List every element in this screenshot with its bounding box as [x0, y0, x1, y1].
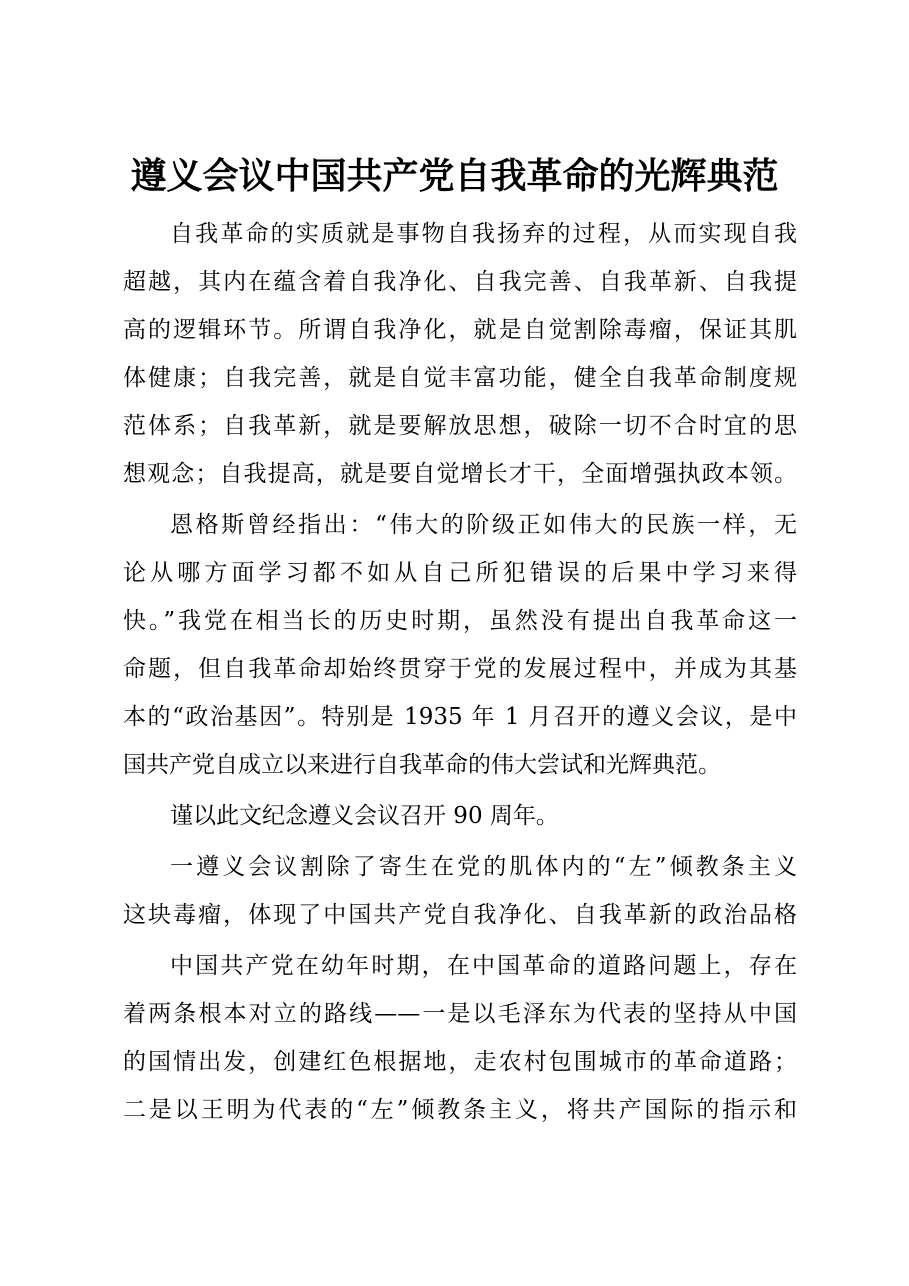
text-line: 高的逻辑环节。所谓自我净化，就是自觉割除毒瘤，保证其肌	[123, 317, 797, 343]
document-title: 遵义会议中国共产党自我革命的光辉典范	[130, 155, 779, 197]
text-line: 的国情出发，创建红色根据地，走农村包围城市的革命道路；	[123, 1049, 797, 1075]
text-line: 体健康；自我完善，就是自觉丰富功能，健全自我革命制度规	[123, 365, 797, 391]
text-line: 着两条根本对立的路线——一是以毛泽东为代表的坚持从中国	[123, 1001, 797, 1027]
text-line: 国共产党自成立以来进行自我革命的伟大尝试和光辉典范。	[123, 752, 721, 778]
paragraph	[123, 210, 797, 498]
text-line: 超越，其内在蕴含着自我净化、自我完善、自我革新、自我提	[123, 269, 797, 295]
text-line: 论从哪方面学习都不如从自己所犯错误的后果中学习来得	[123, 560, 797, 586]
text-line: 范体系；自我革新，就是要解放思想，破除一切不合时宜的思	[123, 413, 797, 439]
text-line: 本的“政治基因”。特别是 1935 年 1 月召开的遵义会议，是中	[123, 704, 797, 730]
text-line: 二是以王明为代表的“左”倾教条主义，将共产国际的指示和	[123, 1097, 797, 1123]
paragraph	[123, 792, 797, 840]
text-line: 一遵义会议割除了寄生在党的肌体内的“左”倾教条主义	[170, 854, 797, 880]
text-line: 中国共产党在幼年时期，在中国革命的道路问题上，存在	[170, 953, 797, 979]
text-line: 自我革命的实质就是事物自我扬弃的过程，从而实现自我	[170, 221, 797, 247]
section-heading	[123, 843, 797, 939]
text-line: 谨以此文纪念遵义会议召开 90 周年。	[170, 803, 559, 829]
text-line: 快。”我党在相当长的历史时期，虽然没有提出自我革命这一	[123, 608, 797, 634]
document-body	[123, 210, 797, 1134]
text-line: 命题，但自我革命却始终贯穿于党的发展过程中，并成为其基	[123, 656, 797, 682]
paragraph	[123, 942, 797, 1134]
paragraph	[123, 501, 797, 789]
text-line: 这块毒瘤，体现了中国共产党自我净化、自我革新的政治品格	[123, 902, 797, 928]
text-line: 恩格斯曾经指出：“伟大的阶级正如伟大的民族一样，无	[170, 512, 797, 538]
text-line: 想观念；自我提高，就是要自觉增长才干，全面增强执政本领。	[123, 461, 797, 487]
